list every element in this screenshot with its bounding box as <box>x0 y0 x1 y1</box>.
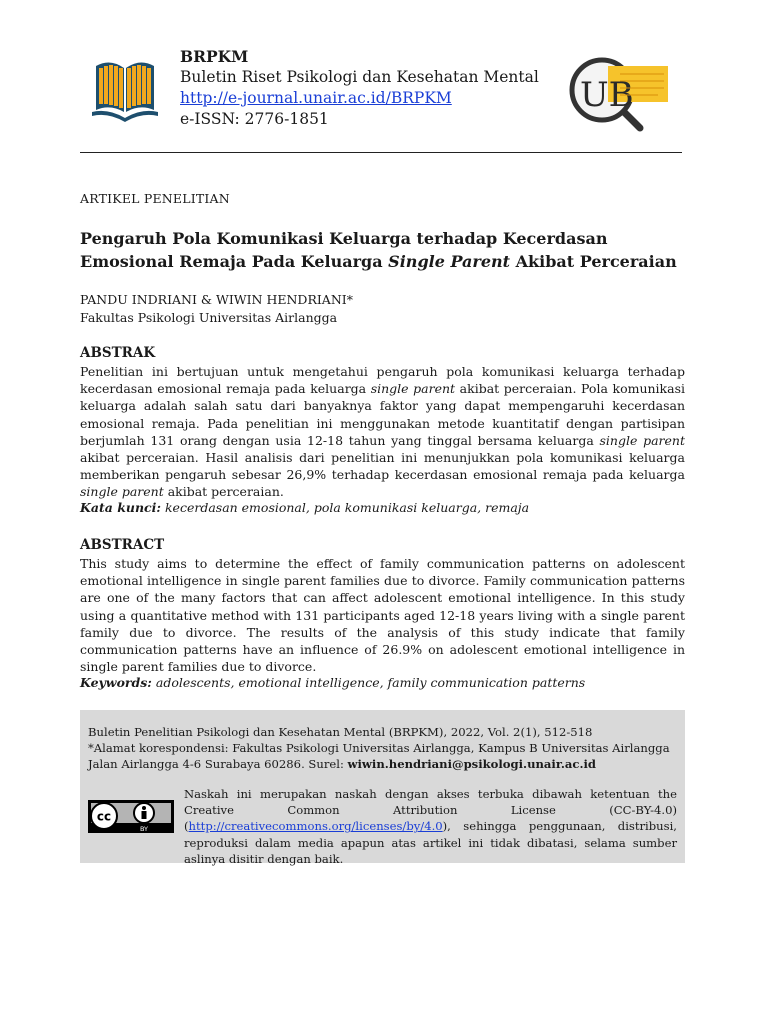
correspondence-email[interactable]: wiwin.hendriani@psikologi.unair.ac.id <box>347 757 597 772</box>
license-url-link[interactable]: http://creativecommons.org/licenses/by/4.0 <box>188 819 443 834</box>
ub-magnifier-logo <box>562 54 672 134</box>
svg-text:cc: cc <box>96 809 112 824</box>
citation-line: Buletin Penelitian Psikologi dan Kesehatan Mental (BRPKM), 2022, Vol. 2(1), 512-518 <box>88 725 593 739</box>
abstrak-heading: ABSTRAK <box>80 345 156 361</box>
author-block <box>80 291 353 327</box>
kata-kunci <box>80 499 690 516</box>
cc-by-icon <box>88 800 174 833</box>
cc-by-label: BY <box>139 825 149 833</box>
kata-kunci-label: Kata kunci: <box>80 500 161 515</box>
keywords <box>80 674 690 691</box>
abstrak-text: Penelitian ini bertujuan untuk mengetahui pengaruh pola komunikasi keluarga terhadap kecerdasan emosional remaja pada keluarga single parent akibat perceraian. Pola komunikasi keluarga adalah salah satu dari banyaknya faktor yang dapat mempengaruhi kecerdasan emosional remaja. Pada penelitian ini menggunakan metode kuantitatif dengan partisipan berjumlah 131 orang dengan usia 12-18 tahun yang tinggal bersama keluarga single parent akibat perceraian. Hasil analisis dari penelitian ini menunjukkan pola komunikasi keluarga memberikan pengaruh sebesar 26,9% terhadap kecerdasan emosional remaja pada keluarga single parent akibat perceraian. <box>80 364 685 500</box>
abstract-text: This study aims to determine the effect of family communication patterns on adolescent emotional intelligence in single parent families due to divorce. Family communication patterns are one of the many factors that can affect adolescent emotional intelligence. In this study using a quantitative method with 131 participants aged 12-18 years living with a single parent family due to divorce. The results of the analysis of this study indicate that family communication patterns have an influence of 26.9% on adolescent emotional intelligence in single parent families due to divorce. <box>80 556 685 675</box>
author-affiliation: Fakultas Psikologi Universitas Airlangga <box>80 310 338 325</box>
journal-url-link[interactable]: http://e-journal.unair.ac.id/BRPKM <box>180 89 452 107</box>
correspondence: *Alamat korespondensi: Fakultas Psikologi Universitas Airlangga, Kampus B Universitas Airlangga Jalan Airlangga 4-6 Surabaya 60286. Surel: wiwin.hendriani@psikologi.unair.ac.id <box>88 741 670 772</box>
author-names: PANDU INDRIANI & WIWIN HENDRIANI* <box>80 292 353 307</box>
article-type: ARTIKEL PENELITIAN <box>80 191 230 206</box>
ub-logo-text: UB <box>580 75 634 115</box>
header-divider <box>80 152 682 153</box>
citation-license-box <box>80 710 685 866</box>
journal-eissn: e-ISSN: 2776-1851 <box>180 110 329 128</box>
article-title: Pengaruh Pola Komunikasi Keluarga terhadap Kecerdasan Emosional Remaja Pada Keluarga Single Parent Akibat Perceraian <box>80 229 677 271</box>
keywords-label: Keywords: <box>80 675 152 690</box>
kata-kunci-text: kecerdasan emosional, pola komunikasi keluarga, remaja <box>161 500 530 515</box>
journal-abbr: BRPKM <box>180 47 249 66</box>
journal-header <box>80 40 690 145</box>
license-text: Naskah ini merupakan naskah dengan akses terbuka dibawah ketentuan the Creative Common Attribution License (CC-BY-4.0) (http://creativecommons.org/licenses/by/4.0), sehingga penggunaan, distribusi, reproduksi dalam media apapun atas artikel ini tidak dibatasi, selama sumber aslinya disitir dengan baik. <box>184 787 677 866</box>
citation-block <box>88 724 673 773</box>
abstract-heading: ABSTRACT <box>80 537 165 553</box>
open-book-icon <box>90 56 160 122</box>
keywords-text: adolescents, emotional intelligence, family communication patterns <box>151 675 586 690</box>
journal-name: Buletin Riset Psikologi dan Kesehatan Mental <box>180 68 539 86</box>
journal-info <box>180 46 539 130</box>
